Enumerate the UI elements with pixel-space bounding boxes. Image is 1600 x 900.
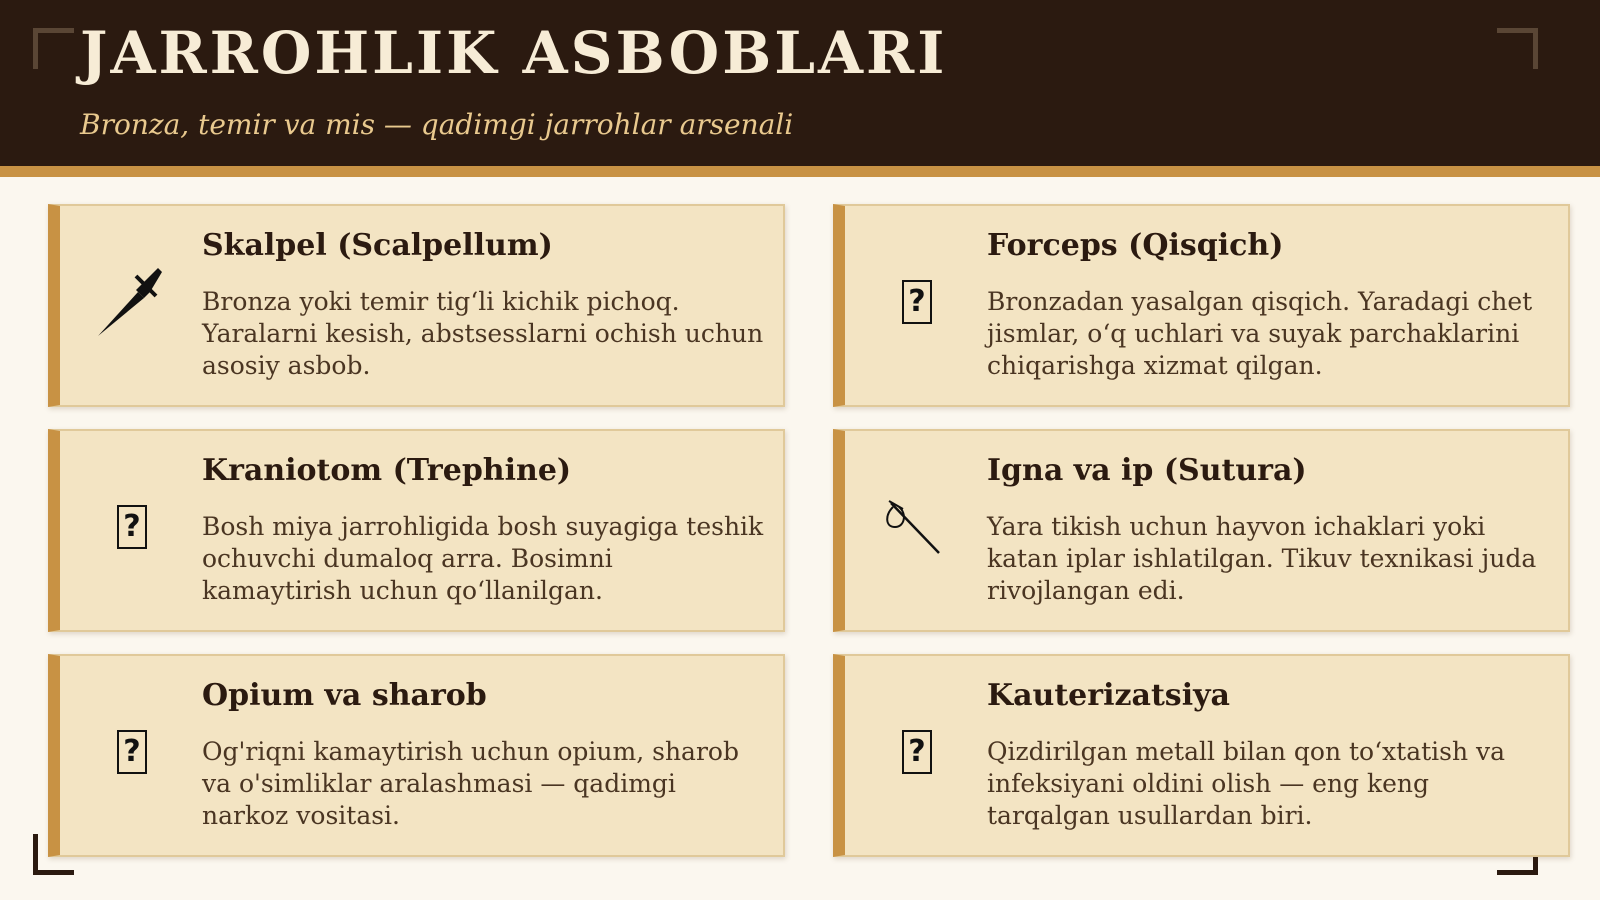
card-title: Skalpel (Scalpellum)	[202, 228, 553, 263]
card-title: Forceps (Qisqich)	[987, 228, 1284, 263]
card-title: Kauterizatsiya	[987, 678, 1230, 713]
instrument-grid	[48, 204, 1570, 857]
card-opium	[48, 654, 785, 857]
card-scalpel	[48, 204, 785, 407]
page-title: JARROHLIK ASBOBLARI	[80, 19, 948, 87]
missing-glyph-icon: ?	[90, 710, 174, 794]
card-description: Bronzadan yasalgan qisqich. Yaradagi chet jismlar, o‘q uchlari va suyak parchaklarini chiqarishga xizmat qilgan.	[987, 287, 1533, 380]
missing-glyph-icon: ?	[90, 485, 174, 569]
page-subtitle: Bronza, temir va mis — qadimgi jarrohlar arsenali	[80, 108, 794, 141]
dagger-icon	[90, 260, 174, 344]
card-forceps	[833, 204, 1570, 407]
card-description: Qizdirilgan metall bilan qon to‘xtatish va infeksiyani oldini olish — eng keng tarqalgan usullardan biri.	[987, 737, 1506, 830]
card-title: Kraniotom (Trephine)	[202, 453, 572, 488]
card-cauterization	[833, 654, 1570, 857]
needle-thread-icon	[875, 485, 959, 569]
corner-ornament-top-left	[33, 28, 74, 69]
card-description: Bosh miya jarrohligida bosh suyagiga teshik ochuvchi dumaloq arra. Bosimni kamaytirish uchun qo‘llanilgan.	[202, 512, 764, 605]
header-banner	[0, 0, 1600, 177]
card-description: Yara tikish uchun hayvon ichaklari yoki katan iplar ishlatilgan. Tikuv texnikasi juda rivojlangan edi.	[987, 512, 1537, 605]
card-title: Igna va ip (Sutura)	[987, 453, 1307, 488]
missing-glyph-icon: ?	[875, 710, 959, 794]
card-trephine	[48, 429, 785, 632]
missing-glyph-icon: ?	[875, 260, 959, 344]
card-title: Opium va sharob	[202, 678, 487, 713]
corner-ornament-top-right	[1497, 28, 1538, 69]
card-suture	[833, 429, 1570, 632]
card-description: Bronza yoki temir tig‘li kichik pichoq. Yaralarni kesish, abstsesslarni ochish uchun asosiy asbob.	[202, 287, 764, 380]
card-description: Og'riqni kamaytirish uchun opium, sharob va o'simliklar aralashmasi — qadimgi narkoz vositasi.	[202, 737, 739, 830]
